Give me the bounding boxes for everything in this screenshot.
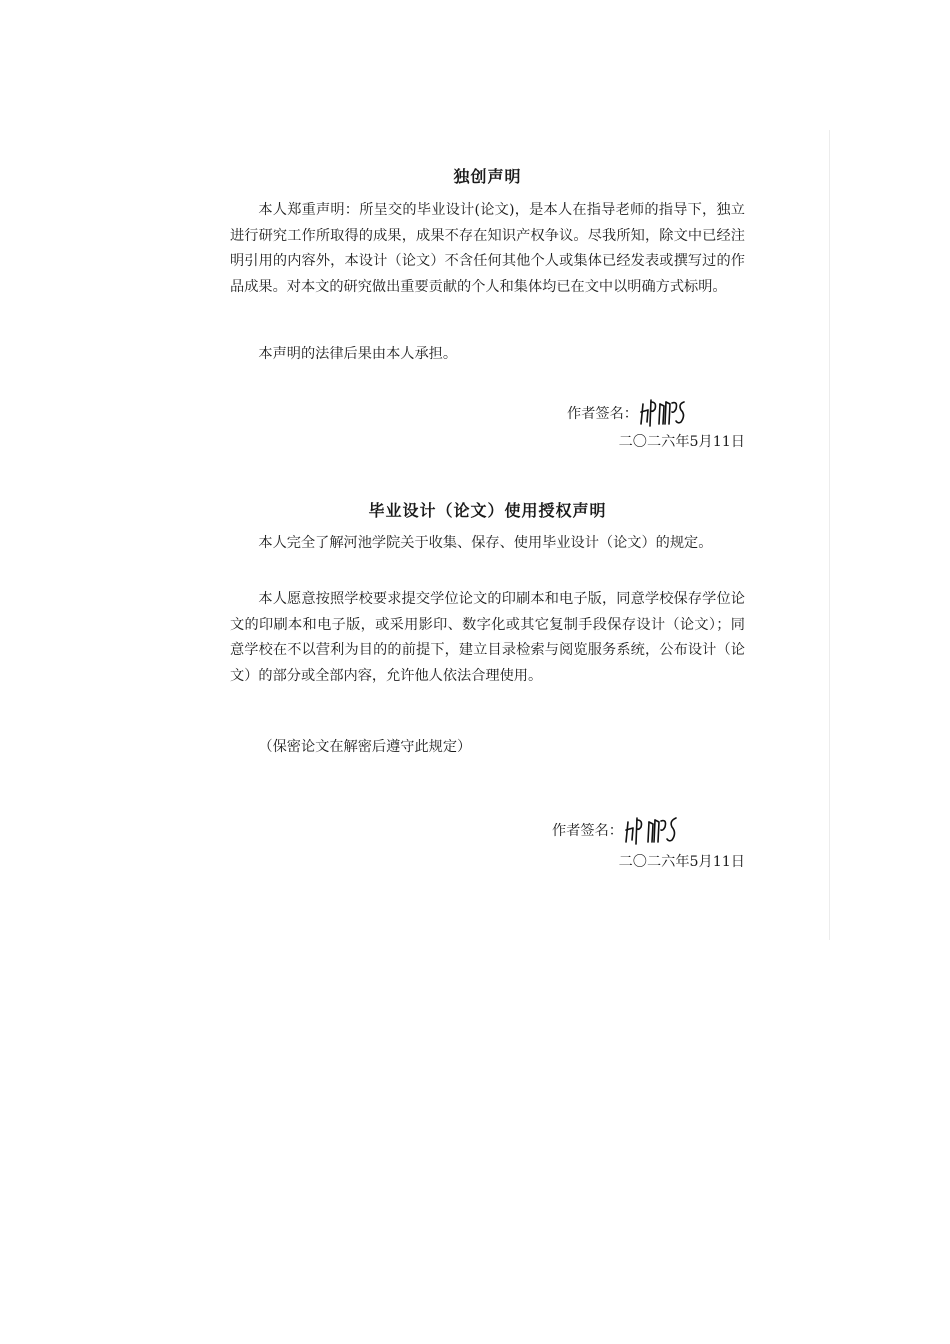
declaration-handwritten-signature bbox=[638, 396, 690, 430]
authorization-paragraph-consent: 本人愿意按照学校要求提交学位论文的印刷本和电子版，同意学校保存学位论文的印刷本和电子版，或采用影印、数字化或其它复制手段保存设计（论文）；同意学校在不以营利为目的的前提下，建立目录检索与阅览服务系统，公布设计（论文）的部分或全部内容，允许他人依法合理使用。 bbox=[230, 591, 745, 684]
authorization-title: 毕业设计（论文）使用授权声明 bbox=[368, 501, 607, 520]
authorization-signature-label: 作者签名： bbox=[552, 823, 623, 839]
declaration-signature-row bbox=[567, 396, 690, 430]
declaration-signature-label: 作者签名： bbox=[567, 406, 638, 422]
authorization-signature-row bbox=[552, 812, 683, 848]
scan-edge-line bbox=[829, 130, 830, 940]
authorization-date: 二〇二六年5月11日 bbox=[618, 854, 745, 870]
declaration-date: 二〇二六年5月11日 bbox=[618, 434, 745, 450]
declaration-paragraph-liability: 本声明的法律后果由本人承担。 bbox=[258, 346, 458, 362]
declaration-paragraph-main: 本人郑重声明：所呈交的毕业设计(论文)，是本人在指导老师的指导下，独立进行研究工作所取得的成果，成果不存在知识产权争议。尽我所知，除文中已经注明引用的内容外，本设计（论文）不含任何其他个人或集体已经发表或撰写过的作品成果。对本文的研究做出重要贡献的个人和集体均已在文中以明确方式标明。 bbox=[230, 202, 745, 295]
authorization-handwritten-signature bbox=[623, 812, 683, 848]
authorization-paragraph-confidential: （保密论文在解密后遵守此规定） bbox=[258, 739, 472, 755]
authorization-paragraph-understanding: 本人完全了解河池学院关于收集、保存、使用毕业设计（论文）的规定。 bbox=[258, 535, 713, 551]
declaration-title: 独创声明 bbox=[453, 167, 522, 186]
